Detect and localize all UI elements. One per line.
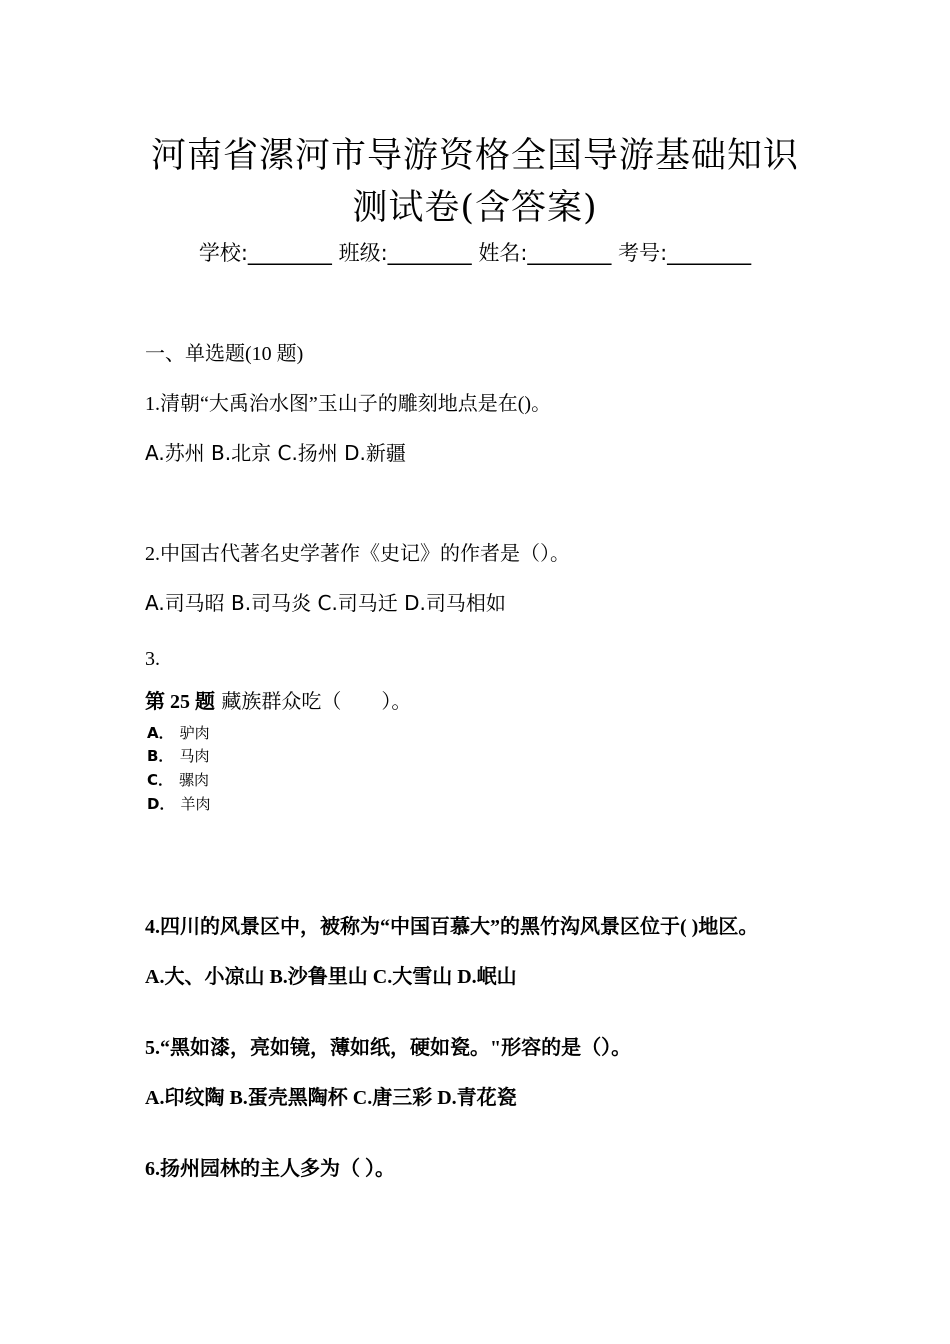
- option-text: 马肉: [179, 747, 210, 765]
- document-title-line-1: 河南省漯河市导游资格全国导游基础知识: [150, 136, 799, 176]
- question-3-stem: [145, 685, 411, 714]
- student-info-line: 学校:________ 班级:________ 姓名:________ 考号:________: [198, 241, 752, 265]
- option-text: 驴肉: [179, 724, 210, 742]
- option-key: B．: [147, 747, 174, 765]
- option-text: 羊肉: [180, 795, 211, 813]
- question-3-option-d: [147, 793, 210, 814]
- question-6-stem: 6.扬州园林的主人多为（ ）。: [145, 1158, 395, 1180]
- document-title-line-2: 测试卷(含答案): [352, 188, 598, 228]
- question-3-option-c: [147, 769, 209, 790]
- question-2-stem: 2.中国古代著名史学著作《史记》的作者是（）。: [145, 543, 570, 565]
- question-2-options: A.司马昭 B.司马炎 C.司马迁 D.司马相如: [145, 591, 506, 615]
- question-3-number: 3.: [145, 648, 160, 670]
- question-3-option-a: [147, 722, 210, 743]
- question-3-stem-text: 藏族群众吃（ ）。: [215, 689, 412, 713]
- section-heading: 一、单选题(10 题): [145, 343, 304, 365]
- question-4-options: A.大、小凉山 B.沙鲁里山 C.大雪山 D.岷山: [145, 966, 517, 988]
- question-5-stem: 5.“黑如漆，亮如镜，薄如纸，硬如瓷。"形容的是（）。: [145, 1037, 632, 1059]
- option-key: A．: [147, 724, 174, 742]
- question-1-options: A.苏州 B.北京 C.扬州 D.新疆: [145, 441, 406, 465]
- question-3-stem-prefix: 第 25 题: [145, 691, 215, 713]
- option-key: D．: [147, 795, 175, 813]
- question-3-option-b: [147, 745, 209, 766]
- question-5-options: A.印纹陶 B.蛋壳黑陶杯 C.唐三彩 D.青花瓷: [145, 1087, 517, 1109]
- question-4-stem: 4.四川的风景区中，被称为“中国百慕大”的黑竹沟风景区位于( )地区。: [145, 916, 759, 938]
- question-1-stem: 1.清朝“大禹治水图”玉山子的雕刻地点是在()。: [145, 393, 552, 415]
- option-key: C．: [147, 771, 174, 789]
- option-text: 骡肉: [179, 771, 210, 789]
